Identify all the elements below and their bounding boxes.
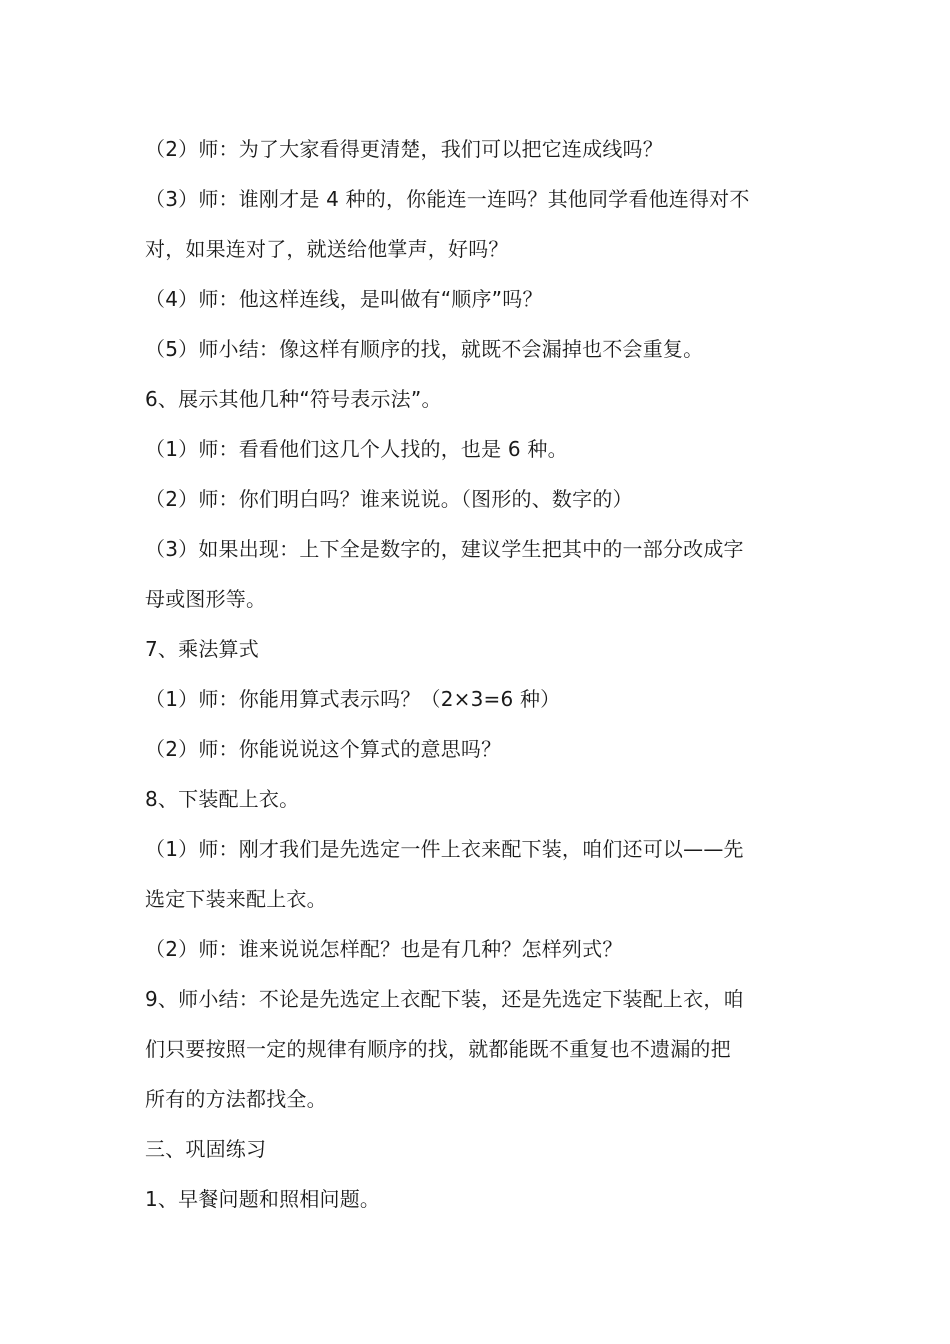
section-heading: 9、师小结：不论是先选定上衣配下装，还是先选定下装配上衣，咱 <box>145 987 744 1011</box>
section-heading: 1、早餐问题和照相问题。 <box>145 1187 381 1211</box>
text-line: （4）师：他这样连线，是叫做有“顺序”吗？ <box>145 287 543 311</box>
text-line: 选定下装来配上衣。 <box>145 887 327 911</box>
text-line: （1）师：看看他们这几个人找的，也是 6 种。 <box>145 437 568 461</box>
text-line: （3）师：谁刚才是 4 种的，你能连一连吗？其他同学看他连得对不 <box>145 187 750 211</box>
chapter-heading: 三、巩固练习 <box>145 1137 267 1161</box>
text-line: （2）师：你们明白吗？谁来说说。（图形的、数字的） <box>145 487 633 511</box>
text-line: （5）师小结：像这样有顺序的找，就既不会漏掉也不会重复。 <box>145 337 704 361</box>
text-line: 对，如果连对了，就送给他掌声，好吗？ <box>145 237 509 261</box>
text-line: （2）师：你能说说这个算式的意思吗？ <box>145 737 502 761</box>
text-line: （3）如果出现：上下全是数字的，建议学生把其中的一部分改成字 <box>145 537 744 561</box>
text-line: （1）师：你能用算式表示吗？（2×3=6 种） <box>145 687 561 711</box>
text-line: （2）师：谁来说说怎样配？也是有几种？怎样列式？ <box>145 937 623 961</box>
text-line: （1）师：刚才我们是先选定一件上衣来配下装，咱们还可以——先 <box>145 837 744 861</box>
section-heading: 7、乘法算式 <box>145 637 259 661</box>
section-heading: 6、展示其他几种“符号表示法”。 <box>145 387 442 411</box>
text-line: （2）师：为了大家看得更清楚，我们可以把它连成线吗？ <box>145 137 663 161</box>
text-line: 母或图形等。 <box>145 587 267 611</box>
text-line: 所有的方法都找全。 <box>145 1087 327 1111</box>
text-line: 们只要按照一定的规律有顺序的找，就都能既不重复也不遗漏的把 <box>145 1037 731 1061</box>
section-heading: 8、下装配上衣。 <box>145 787 300 811</box>
